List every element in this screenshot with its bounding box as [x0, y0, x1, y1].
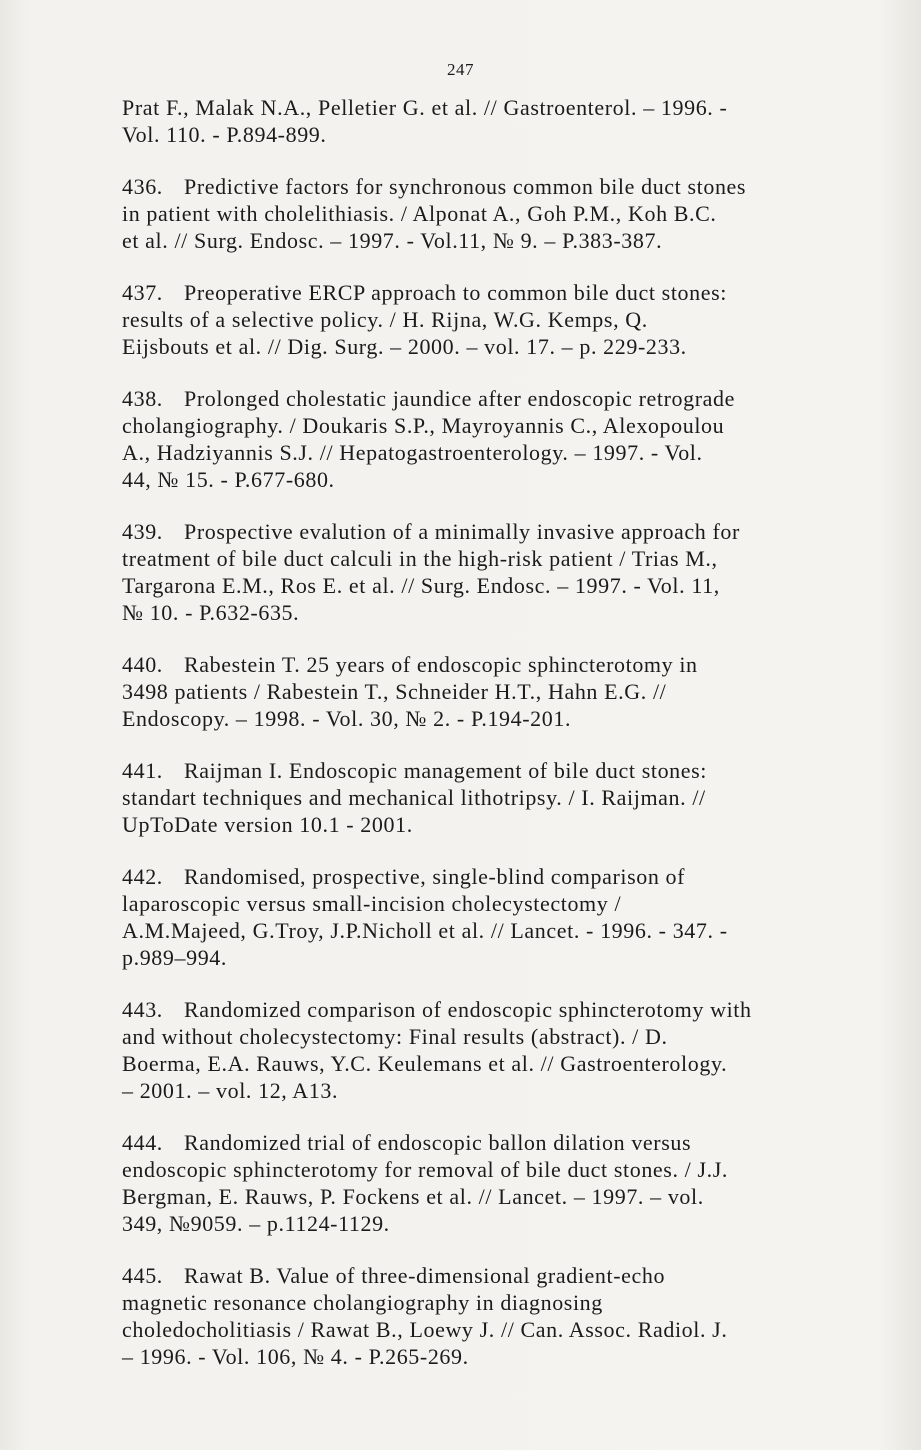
reference-entry [122, 996, 878, 1104]
reference-line [122, 1262, 878, 1289]
reference-text: Boerma, E.A. Rauws, Y.C. Keulemans et al. // Gastroenterology. [122, 1051, 728, 1076]
reference-line [122, 518, 878, 545]
reference-line [122, 863, 878, 890]
reference-entry [122, 94, 878, 148]
reference-text: Rabestein T. 25 years of endoscopic sphincterotomy in [184, 652, 698, 677]
reference-line [122, 1156, 878, 1183]
reference-line [122, 1343, 878, 1370]
reference-text: choledocholitiasis / Rawat B., Loewy J. // Can. Assoc. Radiol. J. [122, 1317, 728, 1342]
reference-text: results of a selective policy. / H. Rijna, W.G. Kemps, Q. [122, 307, 648, 332]
reference-line [122, 385, 878, 412]
reference-entry [122, 863, 878, 971]
reference-entry [122, 757, 878, 838]
reference-line [122, 227, 878, 254]
reference-text: – 2001. – vol. 12, A13. [122, 1078, 339, 1103]
reference-text: A.M.Majeed, G.Troy, J.P.Nicholl et al. // Lancet. - 1996. - 347. - [122, 918, 728, 943]
reference-line [122, 1289, 878, 1316]
reference-text: A., Hadziyannis S.J. // Hepatogastroenterology. – 1997. - Vol. [122, 440, 703, 465]
reference-entry [122, 173, 878, 254]
reference-line [122, 200, 878, 227]
reference-text: treatment of bile duct calculi in the high-risk patient / Trias M., [122, 546, 718, 571]
reference-number: 444. [122, 1130, 163, 1155]
reference-number: 438. [122, 386, 163, 411]
reference-line [122, 1050, 878, 1077]
reference-line [122, 890, 878, 917]
reference-entry [122, 279, 878, 360]
reference-line [122, 121, 878, 148]
reference-text: № 10. - P.632-635. [122, 600, 300, 625]
reference-line [122, 1077, 878, 1104]
reference-line [122, 678, 878, 705]
reference-line [122, 306, 878, 333]
reference-text: cholangiography. / Doukaris S.P., Mayroyannis C., Alexopoulou [122, 413, 725, 438]
reference-text: and without cholecystectomy: Final results (abstract). / D. [122, 1024, 668, 1049]
reference-line [122, 572, 878, 599]
reference-line [122, 173, 878, 200]
reference-entry [122, 518, 878, 626]
reference-line [122, 996, 878, 1023]
reference-number: 445. [122, 1263, 163, 1288]
reference-line [122, 545, 878, 572]
reference-text: – 1996. - Vol. 106, № 4. - P.265-269. [122, 1344, 469, 1369]
reference-text: 3498 patients / Rabestein T., Schneider H.T., Hahn E.G. // [122, 679, 667, 704]
reference-text: 44, № 15. - P.677-680. [122, 467, 335, 492]
reference-line [122, 1183, 878, 1210]
reference-text: Randomized comparison of endoscopic sphincterotomy with [184, 997, 752, 1022]
reference-line [122, 705, 878, 732]
reference-text: Prolonged cholestatic jaundice after endoscopic retrograde [184, 386, 735, 411]
reference-text: Prospective evalution of a minimally invasive approach for [184, 519, 740, 544]
reference-text: Eijsbouts et al. // Dig. Surg. – 2000. – vol. 17. – p. 229-233. [122, 334, 687, 359]
reference-entry [122, 1262, 878, 1370]
reference-number: 436. [122, 174, 163, 199]
reference-line [122, 279, 878, 306]
reference-list [122, 94, 878, 1395]
reference-text: Bergman, E. Rauws, P. Fockens et al. // Lancet. – 1997. – vol. [122, 1184, 704, 1209]
reference-line [122, 651, 878, 678]
reference-line [122, 599, 878, 626]
reference-line [122, 412, 878, 439]
reference-text: magnetic resonance cholangiography in diagnosing [122, 1290, 603, 1315]
reference-line [122, 1316, 878, 1343]
reference-text: Vol. 110. - P.894-899. [122, 122, 327, 147]
reference-line [122, 757, 878, 784]
reference-text: endoscopic sphincterotomy for removal of bile duct stones. / J.J. [122, 1157, 728, 1182]
reference-text: Preoperative ERCP approach to common bile duct stones: [184, 280, 727, 305]
reference-number: 442. [122, 864, 163, 889]
reference-text: 349, №9059. – p.1124-1129. [122, 1211, 390, 1236]
reference-text: in patient with cholelithiasis. / Alponat A., Goh P.M., Koh B.C. [122, 201, 717, 226]
reference-text: Predictive factors for synchronous common bile duct stones [184, 174, 747, 199]
reference-line [122, 439, 878, 466]
reference-text: standart techniques and mechanical lithotripsy. / I. Raijman. // [122, 785, 706, 810]
reference-entry [122, 1129, 878, 1237]
reference-line [122, 1129, 878, 1156]
reference-text: Raijman I. Endoscopic management of bile duct stones: [184, 758, 708, 783]
reference-text: Targarona E.M., Ros E. et al. // Surg. Endosc. – 1997. - Vol. 11, [122, 573, 720, 598]
reference-number: 437. [122, 280, 163, 305]
reference-text: et al. // Surg. Endosc. – 1997. - Vol.11, № 9. – P.383-387. [122, 228, 663, 253]
reference-number: 440. [122, 652, 163, 677]
page-number: 247 [447, 60, 474, 79]
reference-line [122, 466, 878, 493]
reference-number: 443. [122, 997, 163, 1022]
reference-text: p.989–994. [122, 945, 227, 970]
reference-number: 439. [122, 519, 163, 544]
reference-line [122, 811, 878, 838]
reference-line [122, 333, 878, 360]
reference-text: Randomised, prospective, single-blind comparison of [184, 864, 686, 889]
reference-line [122, 1023, 878, 1050]
reference-number: 441. [122, 758, 163, 783]
reference-line [122, 944, 878, 971]
reference-entry [122, 651, 878, 732]
reference-text: Prat F., Malak N.A., Pelletier G. et al. // Gastroenterol. – 1996. - [122, 95, 728, 120]
reference-text: UpToDate version 10.1 - 2001. [122, 812, 413, 837]
reference-entry [122, 385, 878, 493]
reference-text: Randomized trial of endoscopic ballon dilation versus [184, 1130, 692, 1155]
reference-line [122, 917, 878, 944]
reference-text: Endoscopy. – 1998. - Vol. 30, № 2. - P.194-201. [122, 706, 572, 731]
reference-line [122, 1210, 878, 1237]
reference-line [122, 94, 878, 121]
reference-text: Rawat B. Value of three-dimensional gradient-echo [184, 1263, 666, 1288]
reference-line [122, 784, 878, 811]
reference-text: laparoscopic versus small-incision cholecystectomy / [122, 891, 622, 916]
